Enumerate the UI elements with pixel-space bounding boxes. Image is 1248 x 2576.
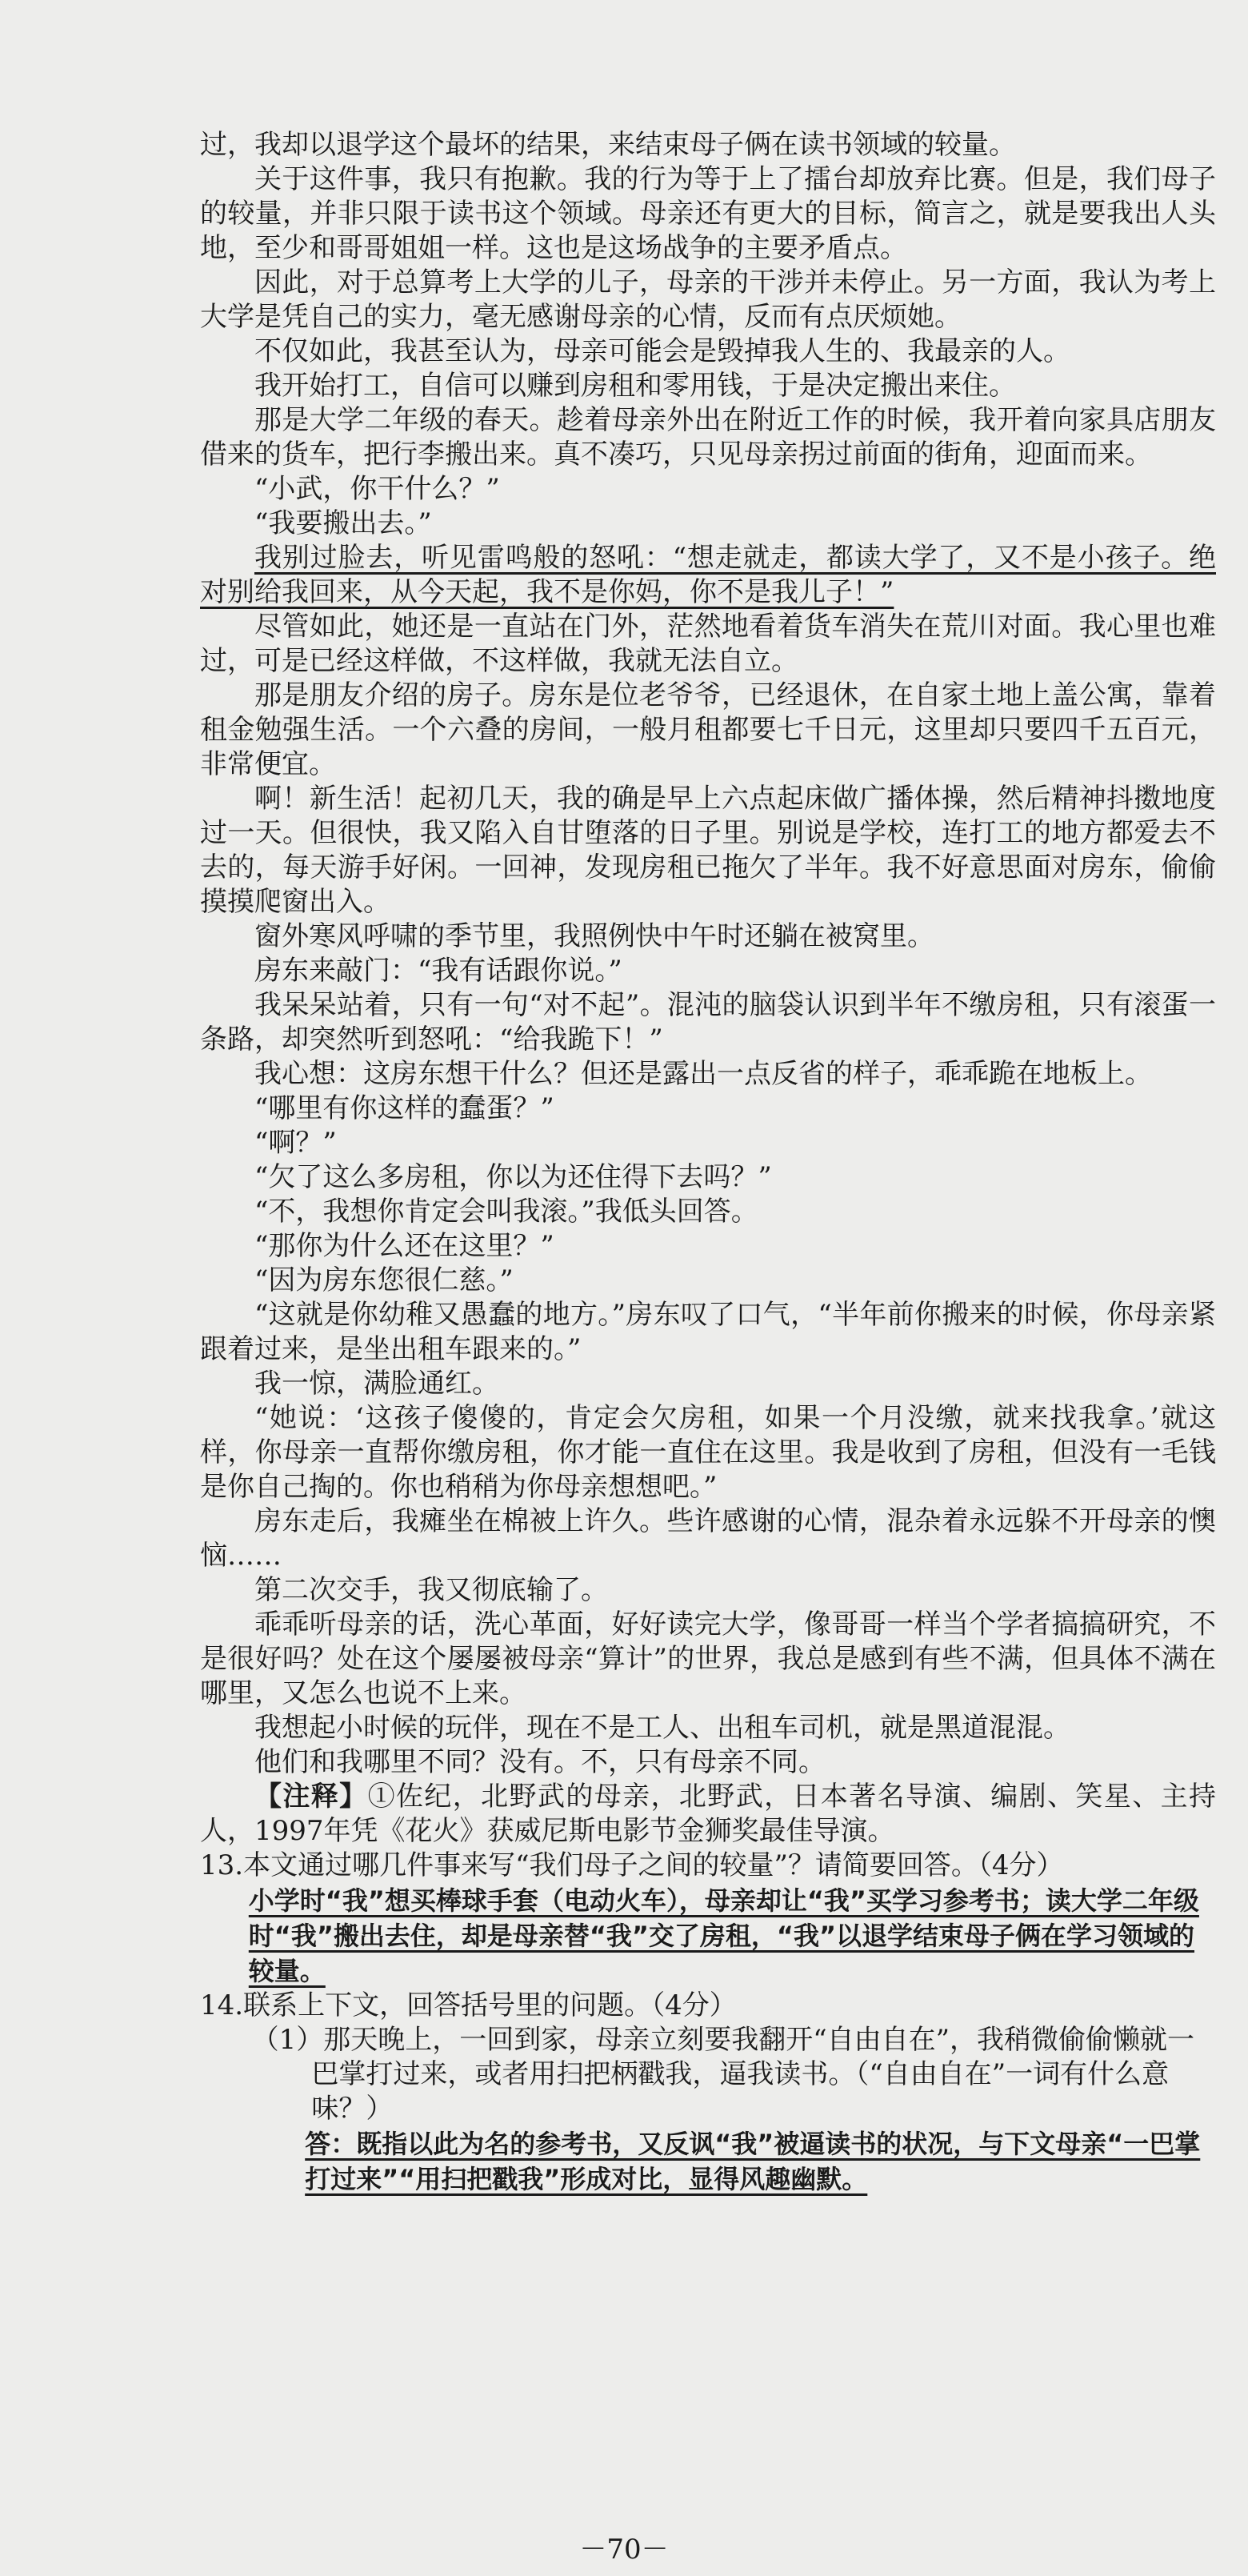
passage-paragraph: “那你为什么还在这里？” <box>254 1230 554 1262</box>
passage-paragraph: 不仅如此，我甚至认为，母亲可能会是毁掉我人生的、我最亲的人。 <box>254 335 1070 367</box>
passage-paragraph: 我呆呆站着，只有一句“对不起”。混沌的脑袋认识到半年不缴房租，只有滚蛋一条路，却突然听到怒吼：“给我跪下！” <box>200 989 1216 1056</box>
footnote-label: 【注释】 <box>254 1781 368 1813</box>
passage-paragraph: 第二次交手，我又彻底输了。 <box>254 1574 608 1606</box>
passage-paragraph: 那是朋友介绍的房子。房东是位老爷爷，已经退休，在自家土地上盖公寓，靠着租金勉强生活。一个六叠的房间，一般月租都要七千日元，这里却只要四千五百元，非常便宜。 <box>200 679 1216 780</box>
passage-paragraph: 过，我却以退学这个最坏的结果，来结束母子俩在读书领域的较量。 <box>200 129 1016 161</box>
passage-paragraph: “啊？” <box>254 1127 337 1159</box>
passage-paragraph: “不，我想你肯定会叫我滚。”我低头回答。 <box>254 1196 758 1228</box>
question <box>200 1849 1216 1883</box>
passage-paragraph: “因为房东您很仁慈。” <box>254 1264 514 1296</box>
question-number: 13. <box>200 1849 244 1881</box>
footnote <box>200 1780 1216 1849</box>
passage-paragraph: 房东走后，我瘫坐在棉被上许久。些许感谢的心情，混杂着永远躲不开母亲的懊恼…… <box>200 1505 1216 1572</box>
passage-paragraph: 他们和我哪里不同？没有。不，只有母亲不同。 <box>254 1746 826 1778</box>
question-number: 14. <box>200 1989 244 2021</box>
passage-paragraph <box>200 541 1216 610</box>
reading-passage <box>200 128 1216 2197</box>
sub-answer-text: 答：既指以此为名的参考书，又反讽“我”被逼读书的状况，与下文母亲“一巴掌打过来”“用扫把戳我”形成对比，显得风趣幽默。 <box>305 2129 1201 2194</box>
passage-paragraph: 乖乖听母亲的话，洗心革面，好好读完大学，像哥哥一样当个学者搞搞研究，不是很好吗？处在这个屡屡被母亲“算计”的世界，我总是感到有些不满，但具体不满在哪里，又怎么也说不上来。 <box>200 1608 1216 1709</box>
underlined-sentence: 我别过脸去，听见雷鸣般的怒吼：“想走就走，都读大学了，又不是小孩子。绝对别给我回来，从今天起，我不是你妈，你不是我儿子！” <box>200 542 1216 608</box>
passage-paragraph: 我开始打工，自信可以赚到房租和零用钱，于是决定搬出来住。 <box>254 370 1016 402</box>
passage-paragraph: 我心想：这房东想干什么？但还是露出一点反省的样子，乖乖跪在地板上。 <box>254 1058 1152 1090</box>
question-text: 联系上下文，回答括号里的问题。（4分） <box>243 1989 737 2021</box>
passage-paragraph: 关于这件事，我只有抱歉。我的行为等于上了擂台却放弃比赛。但是，我们母子的较量，并非只限于读书这个领域。母亲还有更大的目标，简言之，就是要我出人头地，至少和哥哥姐姐一样。这也是这场战争的主要矛盾点。 <box>200 163 1216 264</box>
passage-paragraph: “我要搬出去。” <box>254 507 432 539</box>
passage-paragraph: 啊！新生活！起初几天，我的确是早上六点起床做广播体操，然后精神抖擞地度过一天。但很快，我又陷入自甘堕落的日子里。别说是学校，连打工的地方都爱去不去的，每天游手好闲。一回神，发现房租已拖欠了半年。我不好意思面对房东，偷偷摸摸爬窗出入。 <box>200 783 1216 918</box>
page-number: －70－ <box>579 2534 669 2566</box>
sub-question-number: （1） <box>251 2024 324 2056</box>
passage-paragraph: “欠了这么多房租，你以为还住得下去吗？” <box>254 1161 772 1193</box>
sub-question-text: 那天晚上，一回到家，母亲立刻要我翻开“自由自在”，我稍微偷偷懒就一巴掌打过来，或者用扫把柄戳我，逼我读书。（“自由自在”一词有什么意味？） <box>311 2024 1194 2125</box>
passage-paragraph: 我一惊，满脸通红。 <box>254 1368 499 1400</box>
passage-paragraph: “她说：‘这孩子傻傻的，肯定会欠房租，如果一个月没缴，就来找我拿。’就这样，你母亲一直帮你缴房租，你才能一直住在这里。我是收到了房租，但没有一毛钱是你自己掏的。你也稍稍为你母亲想想吧。” <box>200 1402 1216 1503</box>
question <box>200 1989 1216 2023</box>
passage-paragraph: 尽管如此，她还是一直站在门外，茫然地看着货车消失在荒川对面。我心里也难过，可是已经这样做，不这样做，我就无法自立。 <box>200 611 1216 677</box>
question-text: 本文通过哪几件事来写“我们母子之间的较量”？请简要回答。（4分） <box>243 1849 1064 1881</box>
passage-paragraph: 那是大学二年级的春天。趁着母亲外出在附近工作的时候，我开着向家具店朋友借来的货车，把行李搬出来。真不凑巧，只见母亲拐过前面的街角，迎面而来。 <box>200 404 1216 471</box>
passage-paragraph: “哪里有你这样的蠢蛋？” <box>254 1092 554 1124</box>
passage-paragraph: 因此，对于总算考上大学的儿子，母亲的干涉并未停止。另一方面，我认为考上大学是凭自己的实力，毫无感谢母亲的心情，反而有点厌烦她。 <box>200 266 1216 333</box>
passage-paragraph: 窗外寒风呼啸的季节里，我照例快中午时还躺在被窝里。 <box>254 920 934 952</box>
passage-paragraph: 我想起小时候的玩伴，现在不是工人、出租车司机，就是黑道混混。 <box>254 1712 1070 1744</box>
sub-question <box>200 2023 1216 2126</box>
passage-paragraph: 房东来敲门：“我有话跟你说。” <box>254 955 622 987</box>
answer-text: 小学时“我”想买棒球手套（电动火车），母亲却让“我”买学习参考书；读大学二年级时“我”搬出去住，却是母亲替“我”交了房租，“我”以退学结束母子俩在学习领域的较量。 <box>248 1885 1199 1986</box>
footnote-text: ①佐纪，北野武的母亲，北野武，日本著名导演、编剧、笑星、主持人，1997年凭《花火》获威尼斯电影节金狮奖最佳导演。 <box>200 1781 1217 1847</box>
passage-paragraph: “小武，你干什么？” <box>254 473 500 505</box>
passage-paragraph: “这就是你幼稚又愚蠢的地方。”房东叹了口气，“半年前你搬来的时候，你母亲紧跟着过来，是坐出租车跟来的。” <box>200 1299 1216 1365</box>
